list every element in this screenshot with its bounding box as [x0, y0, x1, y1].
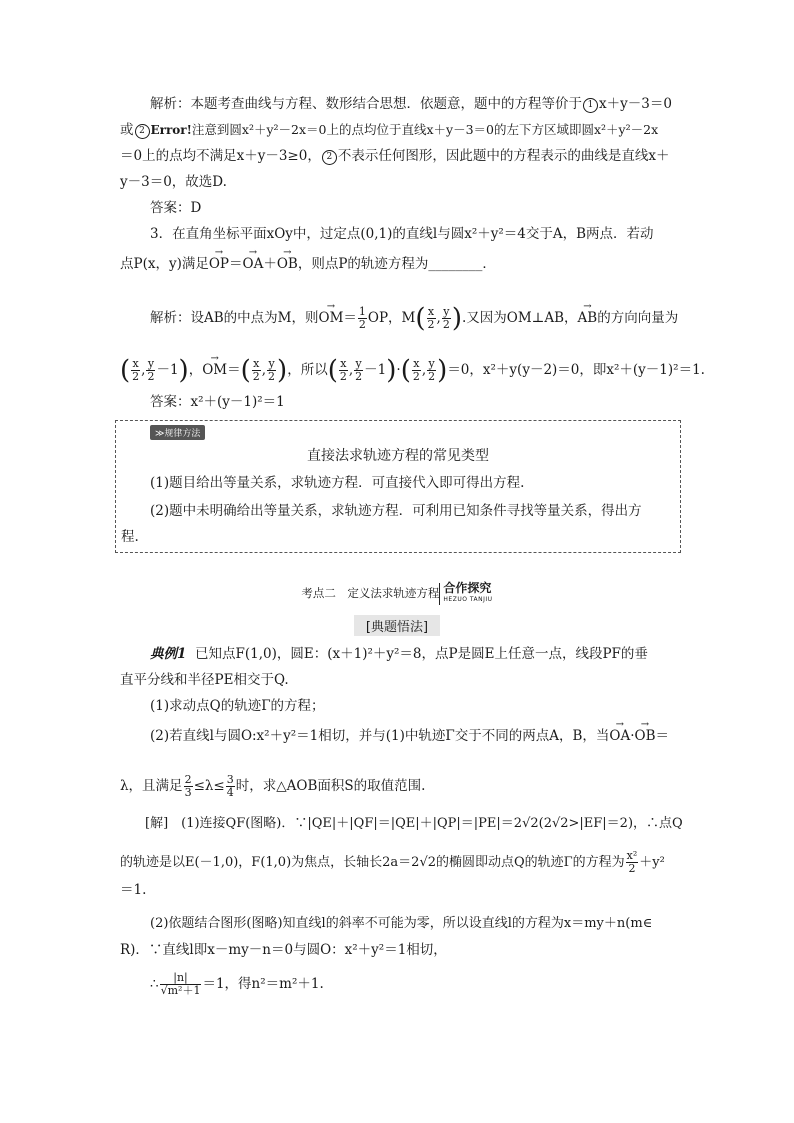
solution-line: ＝0上的点均不满足x＋y－3≥0， 2 不表示任何图形，因此题中的方程表示的曲线是直线x＋: [120, 148, 670, 164]
example-line: 典例1 已知点F(1,0)，圆E：(x＋1)²＋y²＝8，点P是圆E上任意一点，线段PF的垂: [150, 646, 648, 662]
solution-line: y－3＝0，故选D.: [120, 174, 227, 190]
solution-line: 或 2 Error!注意到圆x²＋y²－2x＝0上的点均位于直线x＋y－3＝0的左下方区域即圆x²＋y²－2x: [120, 122, 659, 138]
rule-item: (1)题目给出等量关系，求轨迹方程．可直接代入即可得出方程.: [150, 475, 525, 491]
vector-om: → OM: [202, 360, 227, 380]
solution-line: ( $\frac{x}{2}$ , $\frac{y}{2}$ －1)，→ OM＝( $\frac{x}{2}$ , $\frac{y}{2}$ )，所以( $\frac{x}{2}$ , $\frac{y}{2}$ －1)·( $\frac{x}{2}$ , $\frac{y}{2}$ )＝0，x²＋y(y－2)＝0，即x²＋(y－1)²＝1.: [120, 358, 705, 383]
circled-number: 1: [583, 98, 598, 113]
vector-ob: → OB: [277, 254, 298, 274]
solution-line: (2)依题结合图形(图略)知直线l的斜率不可能为零，所以设直线l的方程为x＝my＋n(m∈: [150, 916, 653, 931]
example-line: (1)求动点Q的轨迹Γ的方程；: [150, 698, 325, 714]
answer-line: 答案：D: [150, 200, 202, 216]
fraction: $\frac{x}{2}$: [252, 357, 260, 383]
fraction: $\frac{y}{2}$: [442, 305, 450, 331]
solution-line: 解析：设AB的中点为M，则→ OM＝ $\frac{1}{2}$ OP，M( $\frac{x}{2}$ , $\frac{y}{2}$ ).又因为OM⊥AB，→ AB的方向向量为: [150, 306, 678, 331]
vector-ab: → AB: [578, 308, 598, 328]
fraction: $\frac{x}{2}$: [427, 305, 435, 331]
vector-om: → OM: [319, 308, 344, 328]
fraction: $\frac{|n|}{\text{√m²＋1}}$: [160, 971, 201, 997]
question-line: 3．在直角坐标平面xOy中，过定点(0,1)的直线l与圆x²＋y²＝4交于A，B两点．若动: [150, 226, 654, 242]
example-line: 直平分线和半径PE相交于Q.: [120, 672, 289, 688]
answer-line: 答案：x²＋(y－1)²＝1: [150, 394, 285, 410]
vector-op: → OP: [209, 254, 229, 274]
fraction: $\frac{x}{2}$: [339, 357, 347, 383]
section-badge: 合作探究 HEZUO TANJIU: [439, 583, 492, 605]
solution-line: 解析：本题考查曲线与方程、数形结合思想．依题意，题中的方程等价于 1 x＋y－3＝0: [150, 96, 672, 112]
fraction: $\frac{y}{2}$: [428, 357, 436, 383]
circled-number: 2: [322, 150, 337, 165]
fraction: $\frac{3}{4}$: [226, 773, 234, 799]
vector-oa: → OA: [609, 726, 630, 746]
rule-title: 直接法求轨迹方程的常见类型: [307, 448, 489, 464]
rule-tag: ≫规律方法: [150, 425, 205, 440]
fraction: $\frac{\text{x²}}{2}$: [626, 849, 638, 875]
solution-line: R)．∵直线l即x－my－n＝0与圆O：x²＋y²＝1相切，: [120, 942, 447, 958]
vector-ob: → OB: [635, 726, 656, 746]
vector-oa: → OA: [243, 254, 264, 274]
fraction: $\frac{x}{2}$: [132, 357, 140, 383]
example-line: λ，且满足 $\frac{2}{3}$ ≤λ≤ $\frac{3}{4}$ 时，求△AOB面积S的取值范围.: [120, 773, 426, 799]
solution-line: ∴ $\frac{|n|}{\text{√m²＋1}}$ ＝1，得n²＝m²＋1.: [150, 971, 324, 997]
fraction: $\frac{2}{3}$: [184, 773, 192, 799]
question-line: 点P(x，y)满足→ OP＝→ OA＋→ OB，则点P的轨迹方程为________．: [120, 254, 496, 274]
fraction: $\frac{y}{2}$: [355, 357, 363, 383]
solution-line: [解] (1)连接QF(图略)．∵|QE|＋|QF|＝|QE|＋|QP|＝|PE|＝2√2(2√2>|EF|＝2)，∴点Q: [145, 816, 683, 831]
section-heading: 考点二 定义法求轨迹方程 合作探究 HEZUO TANJIU: [301, 581, 493, 603]
circled-number: 2: [135, 124, 150, 139]
fraction: $\frac{1}{2}$: [358, 305, 366, 331]
rule-item: (2)题中未明确给出等量关系，求轨迹方程．可利用已知条件寻找等量关系，得出方: [150, 503, 642, 519]
fraction: $\frac{x}{2}$: [412, 357, 420, 383]
rule-box: [115, 420, 681, 553]
solution-line: 的轨迹是以E(－1,0)，F(1,0)为焦点，长轴长2a＝2√2的椭圆即动点Q的轨迹Γ的方程为 $\frac{\text{x²}}{2}$ ＋y²: [120, 849, 665, 875]
solution-line: ＝1.: [120, 882, 147, 898]
rule-item: 程.: [121, 529, 139, 545]
fraction: $\frac{y}{2}$: [147, 357, 155, 383]
example-label: 典例1: [150, 646, 187, 662]
fraction: $\frac{y}{2}$: [268, 357, 276, 383]
error-text: Error!: [150, 123, 192, 137]
method-label: [典题悟法]: [0, 615, 794, 636]
example-line: (2)若直线l与圆O:x²＋y²＝1相切，并与(1)中轨迹Γ交于不同的两点A，B，当→ OA·→ OB＝: [150, 726, 669, 746]
